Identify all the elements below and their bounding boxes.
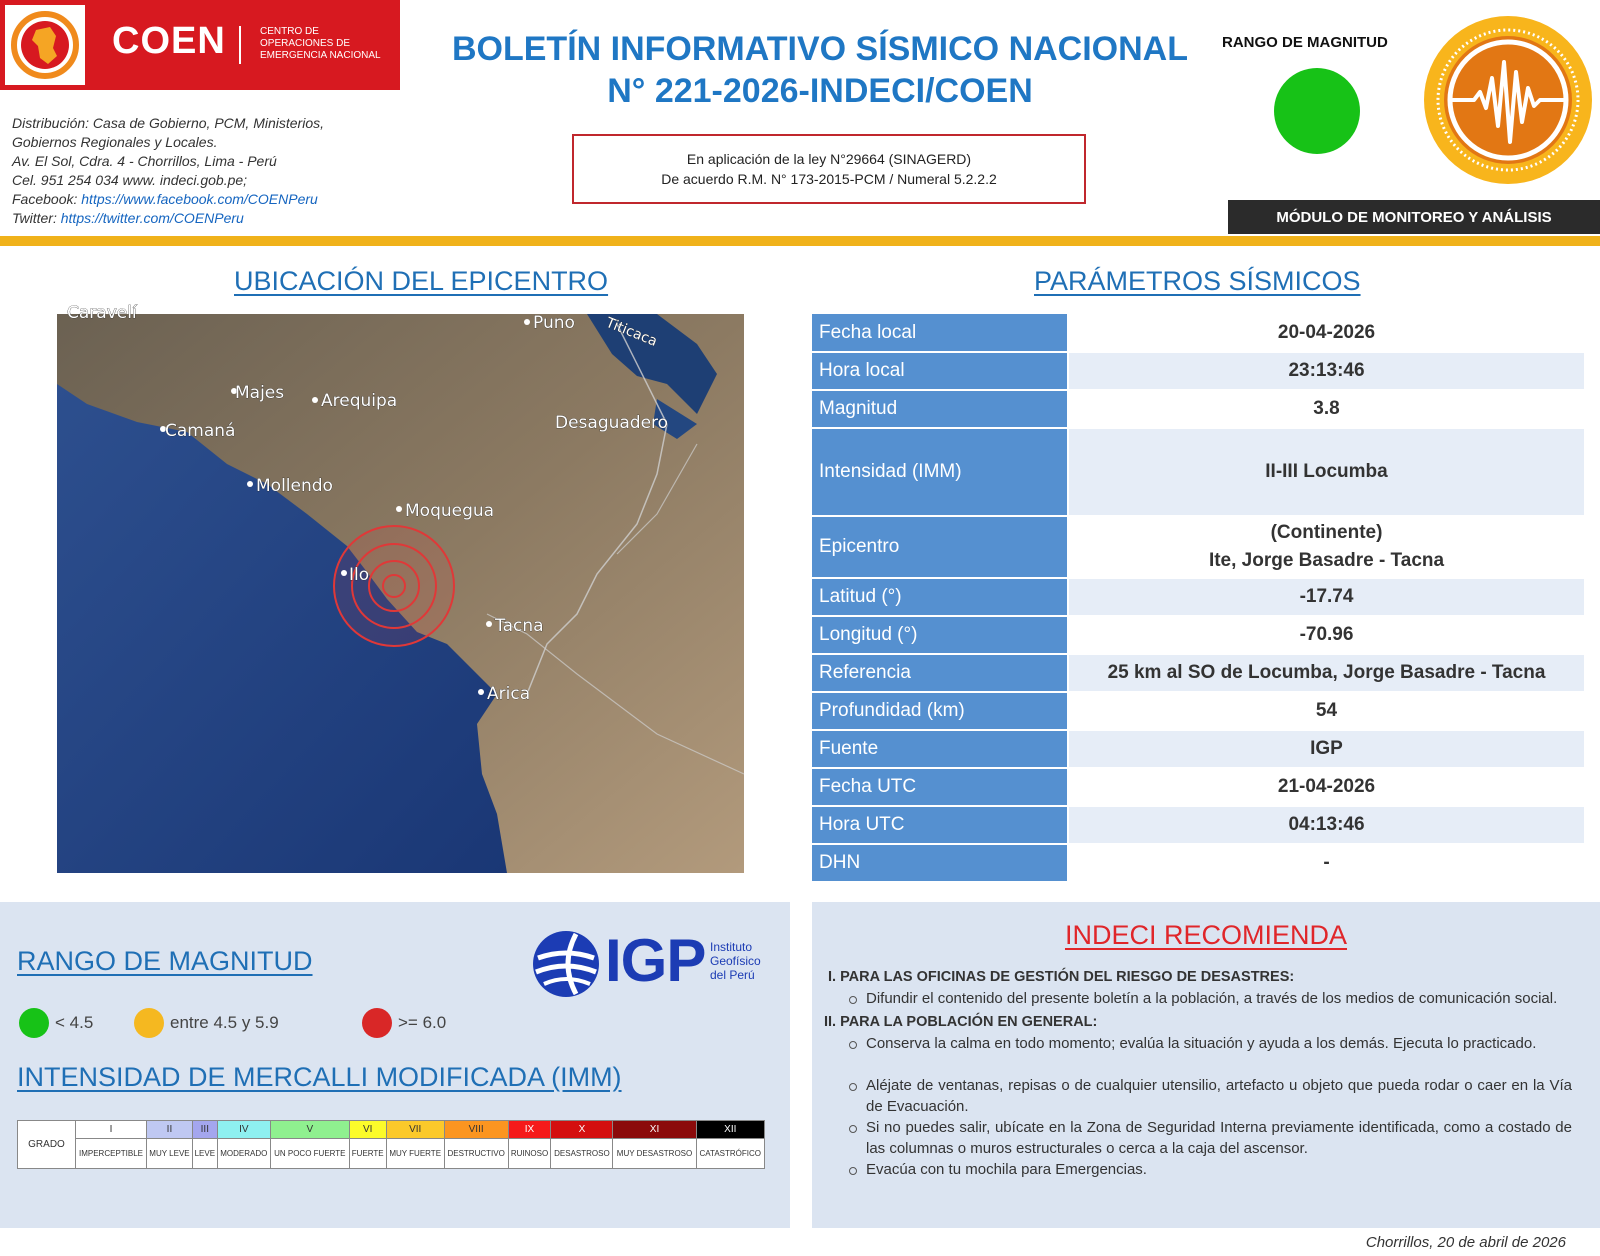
rec-item: Si no puedes salir, ubícate en la Zona de Seguridad Interna previamente identificada, como a costado de las columnas o muros estructurales o cerca a la caja del ascensor. [828, 1117, 1572, 1159]
map-label-ilo: Ilo [349, 565, 370, 585]
param-label: Hora local [812, 352, 1068, 390]
mm-description: MODERADO [217, 1139, 270, 1169]
param-row-dhn [812, 844, 1584, 882]
param-value: - [1068, 844, 1584, 882]
rec-item: Evacúa con tu mochila para Emergencias. [828, 1159, 1572, 1180]
igp-wordmark: IGP [605, 927, 706, 994]
facebook-link[interactable]: https://www.facebook.com/COENPeru [81, 191, 318, 207]
param-label: Profundidad (km) [812, 692, 1068, 730]
map-label-camana: Camaná [165, 421, 236, 441]
distribution-line: Distribución: Casa de Gobierno, PCM, Ministerios, [12, 115, 325, 131]
map-label-mollendo: Mollendo [256, 476, 333, 496]
mm-grade: IV [217, 1121, 270, 1139]
mm-grade: I [76, 1121, 147, 1139]
rec-item: Difundir el contenido del presente boletín a la población, a través de los medios de comunicación social. [828, 988, 1572, 1009]
mm-grade: IX [508, 1121, 551, 1139]
footer-date: Chorrillos, 20 de abril de 2026 [1365, 1234, 1566, 1251]
map-label-tacna: Tacna [495, 616, 544, 636]
param-label: Fecha UTC [812, 768, 1068, 806]
mm-grade: X [551, 1121, 613, 1139]
contact-line: Cel. 951 254 034 www. indeci.gob.pe; [12, 172, 248, 188]
param-row-hora-local [812, 352, 1584, 390]
facebook-line: Facebook: https://www.facebook.com/COENPeru [12, 191, 318, 207]
epicenter-title: UBICACIÓN DEL EPICENTRO [234, 266, 609, 296]
mm-grade: III [192, 1121, 217, 1139]
recommendations-body [824, 966, 1572, 1180]
mm-description: MUY FUERTE [386, 1139, 444, 1169]
param-value: 3.8 [1068, 390, 1584, 428]
mercalli-scale-table [17, 1120, 765, 1169]
param-label: Hora UTC [812, 806, 1068, 844]
twitter-link[interactable]: https://twitter.com/COENPeru [60, 210, 244, 226]
address-line: Av. El Sol, Cdra. 4 - Chorrillos, Lima - Perú [12, 153, 277, 169]
magnitude-range-label: RANGO DE MAGNITUD [1222, 34, 1388, 51]
param-label: Magnitud [812, 390, 1068, 428]
seismic-parameters-table [812, 314, 1584, 883]
mm-description: MUY DESASTROSO [613, 1139, 696, 1169]
param-value: 20-04-2026 [1068, 314, 1584, 352]
param-row-intensidad [812, 428, 1584, 516]
param-value: (Continente) Ite, Jorge Basadre - Tacna [1068, 516, 1584, 578]
mm-grade: V [270, 1121, 349, 1139]
mm-description: DESASTROSO [551, 1139, 613, 1169]
param-value: -17.74 [1068, 578, 1584, 616]
param-row-longitud [812, 616, 1584, 654]
mm-description: IMPERCEPTIBLE [76, 1139, 147, 1169]
coen-logo [0, 0, 400, 90]
param-value: 21-04-2026 [1068, 768, 1584, 806]
legend-item-medium: entre 4.5 y 5.9 [134, 1008, 279, 1038]
mm-grade: VI [349, 1121, 386, 1139]
param-row-epicentro [812, 516, 1584, 578]
param-label: DHN [812, 844, 1068, 882]
module-label: MÓDULO DE MONITOREO Y ANÁLISIS [1228, 200, 1600, 234]
param-row-latitud [812, 578, 1584, 616]
mm-description: FUERTE [349, 1139, 386, 1169]
param-label: Intensidad (IMM) [812, 428, 1068, 516]
mm-description: UN POCO FUERTE [270, 1139, 349, 1169]
distribution-info [12, 114, 392, 228]
recommendations-title: INDECI RECOMIENDA [1064, 920, 1348, 950]
igp-globe-icon [530, 928, 602, 1000]
red-dot-icon [362, 1008, 392, 1038]
param-value: IGP [1068, 730, 1584, 768]
param-label: Fuente [812, 730, 1068, 768]
map-label-moquegua: Moquegua [405, 501, 495, 521]
distribution-line: Gobiernos Regionales y Locales. [12, 134, 218, 150]
seismograph-icon [1422, 14, 1594, 186]
logo-divider [239, 26, 241, 64]
mm-description: LEVE [192, 1139, 217, 1169]
mm-description: CATASTRÓFICO [696, 1139, 764, 1169]
param-label: Epicentro [812, 516, 1068, 578]
igp-subtitle: Instituto Geofísico del Perú [710, 940, 761, 982]
twitter-line: Twitter: https://twitter.com/COENPeru [12, 210, 244, 226]
mercalli-title: INTENSIDAD DE MERCALLI MODIFICADA (IMM) [17, 1062, 622, 1092]
mm-grade: XI [613, 1121, 696, 1139]
mm-grade: II [147, 1121, 193, 1139]
coen-wordmark: COEN [112, 20, 226, 62]
bulletin-title: BOLETÍN INFORMATIVO SÍSMICO NACIONAL N° 221-2026-INDECI/COEN [451, 30, 1188, 110]
legal-reference-box: En aplicación de la ley N°29664 (SINAGERD) De acuerdo R.M. N° 173-2015-PCM / Numeral 5.2.2.2 [572, 134, 1086, 204]
mm-grade: XII [696, 1121, 764, 1139]
map-label-puno: Puno [533, 313, 575, 333]
param-value: 54 [1068, 692, 1584, 730]
header-divider [0, 236, 1600, 246]
map-label-arequipa: Arequipa [321, 391, 398, 411]
mm-description: MUY LEVE [147, 1139, 193, 1169]
magnitude-indicator [1274, 68, 1360, 154]
param-row-profundidad [812, 692, 1584, 730]
param-row-fecha-utc [812, 768, 1584, 806]
map-label-titicaca: Titicaca [603, 314, 660, 350]
map-label-caraveli: Caravelí [67, 303, 137, 323]
param-row-referencia [812, 654, 1584, 692]
magnitude-legend-title: RANGO DE MAGNITUD [17, 946, 313, 976]
param-row-magnitud [812, 390, 1584, 428]
param-label: Fecha local [812, 314, 1068, 352]
param-label: Latitud (°) [812, 578, 1068, 616]
parameters-title: PARÁMETROS SÍSMICOS [1034, 266, 1361, 296]
rec-section-heading: I. PARA LAS OFICINAS DE GESTIÓN DEL RIESGO DE DESASTRES: [828, 969, 1295, 985]
mm-description: RUINOSO [508, 1139, 551, 1169]
param-label: Referencia [812, 654, 1068, 692]
param-value: -70.96 [1068, 616, 1584, 654]
rec-item: Conserva la calma en todo momento; evalúa la situación y ayuda a los demás. Ejecuta lo practicado. [828, 1033, 1572, 1054]
param-row-fecha-local [812, 314, 1584, 352]
mm-description: DESTRUCTIVO [444, 1139, 508, 1169]
param-label: Longitud (°) [812, 616, 1068, 654]
rec-item: Aléjate de ventanas, repisas o de cualquier utensilio, artefacto u objeto que pueda rodar o caer en la Vía de Evacuación. [828, 1075, 1572, 1117]
epicenter-marker [334, 526, 454, 646]
param-row-hora-utc [812, 806, 1584, 844]
logo-subtitle: CENTRO DE OPERACIONES DE EMERGENCIA NACIONAL [260, 26, 381, 61]
legend-item-low: < 4.5 [19, 1008, 93, 1038]
param-value: II-III Locumba [1068, 428, 1584, 516]
epicenter-map[interactable] [57, 303, 744, 873]
map-label-majes: Majes [235, 383, 285, 403]
param-row-fuente [812, 730, 1584, 768]
igp-logo [530, 926, 770, 1002]
map-label-arica: Arica [487, 684, 531, 704]
mm-grade: VII [386, 1121, 444, 1139]
map-label-desaguadero: Desaguadero [555, 413, 669, 433]
rec-section-heading: II. PARA LA POBLACIÓN EN GENERAL: [824, 1014, 1098, 1030]
yellow-dot-icon [134, 1008, 164, 1038]
param-value: 23:13:46 [1068, 352, 1584, 390]
param-value: 25 km al SO de Locumba, Jorge Basadre - Tacna [1068, 654, 1584, 692]
param-value: 04:13:46 [1068, 806, 1584, 844]
mm-grade: VIII [444, 1121, 508, 1139]
peru-shield-icon [5, 5, 85, 85]
grado-label: GRADO [18, 1121, 76, 1169]
green-dot-icon [19, 1008, 49, 1038]
legend-item-high: >= 6.0 [362, 1008, 446, 1038]
